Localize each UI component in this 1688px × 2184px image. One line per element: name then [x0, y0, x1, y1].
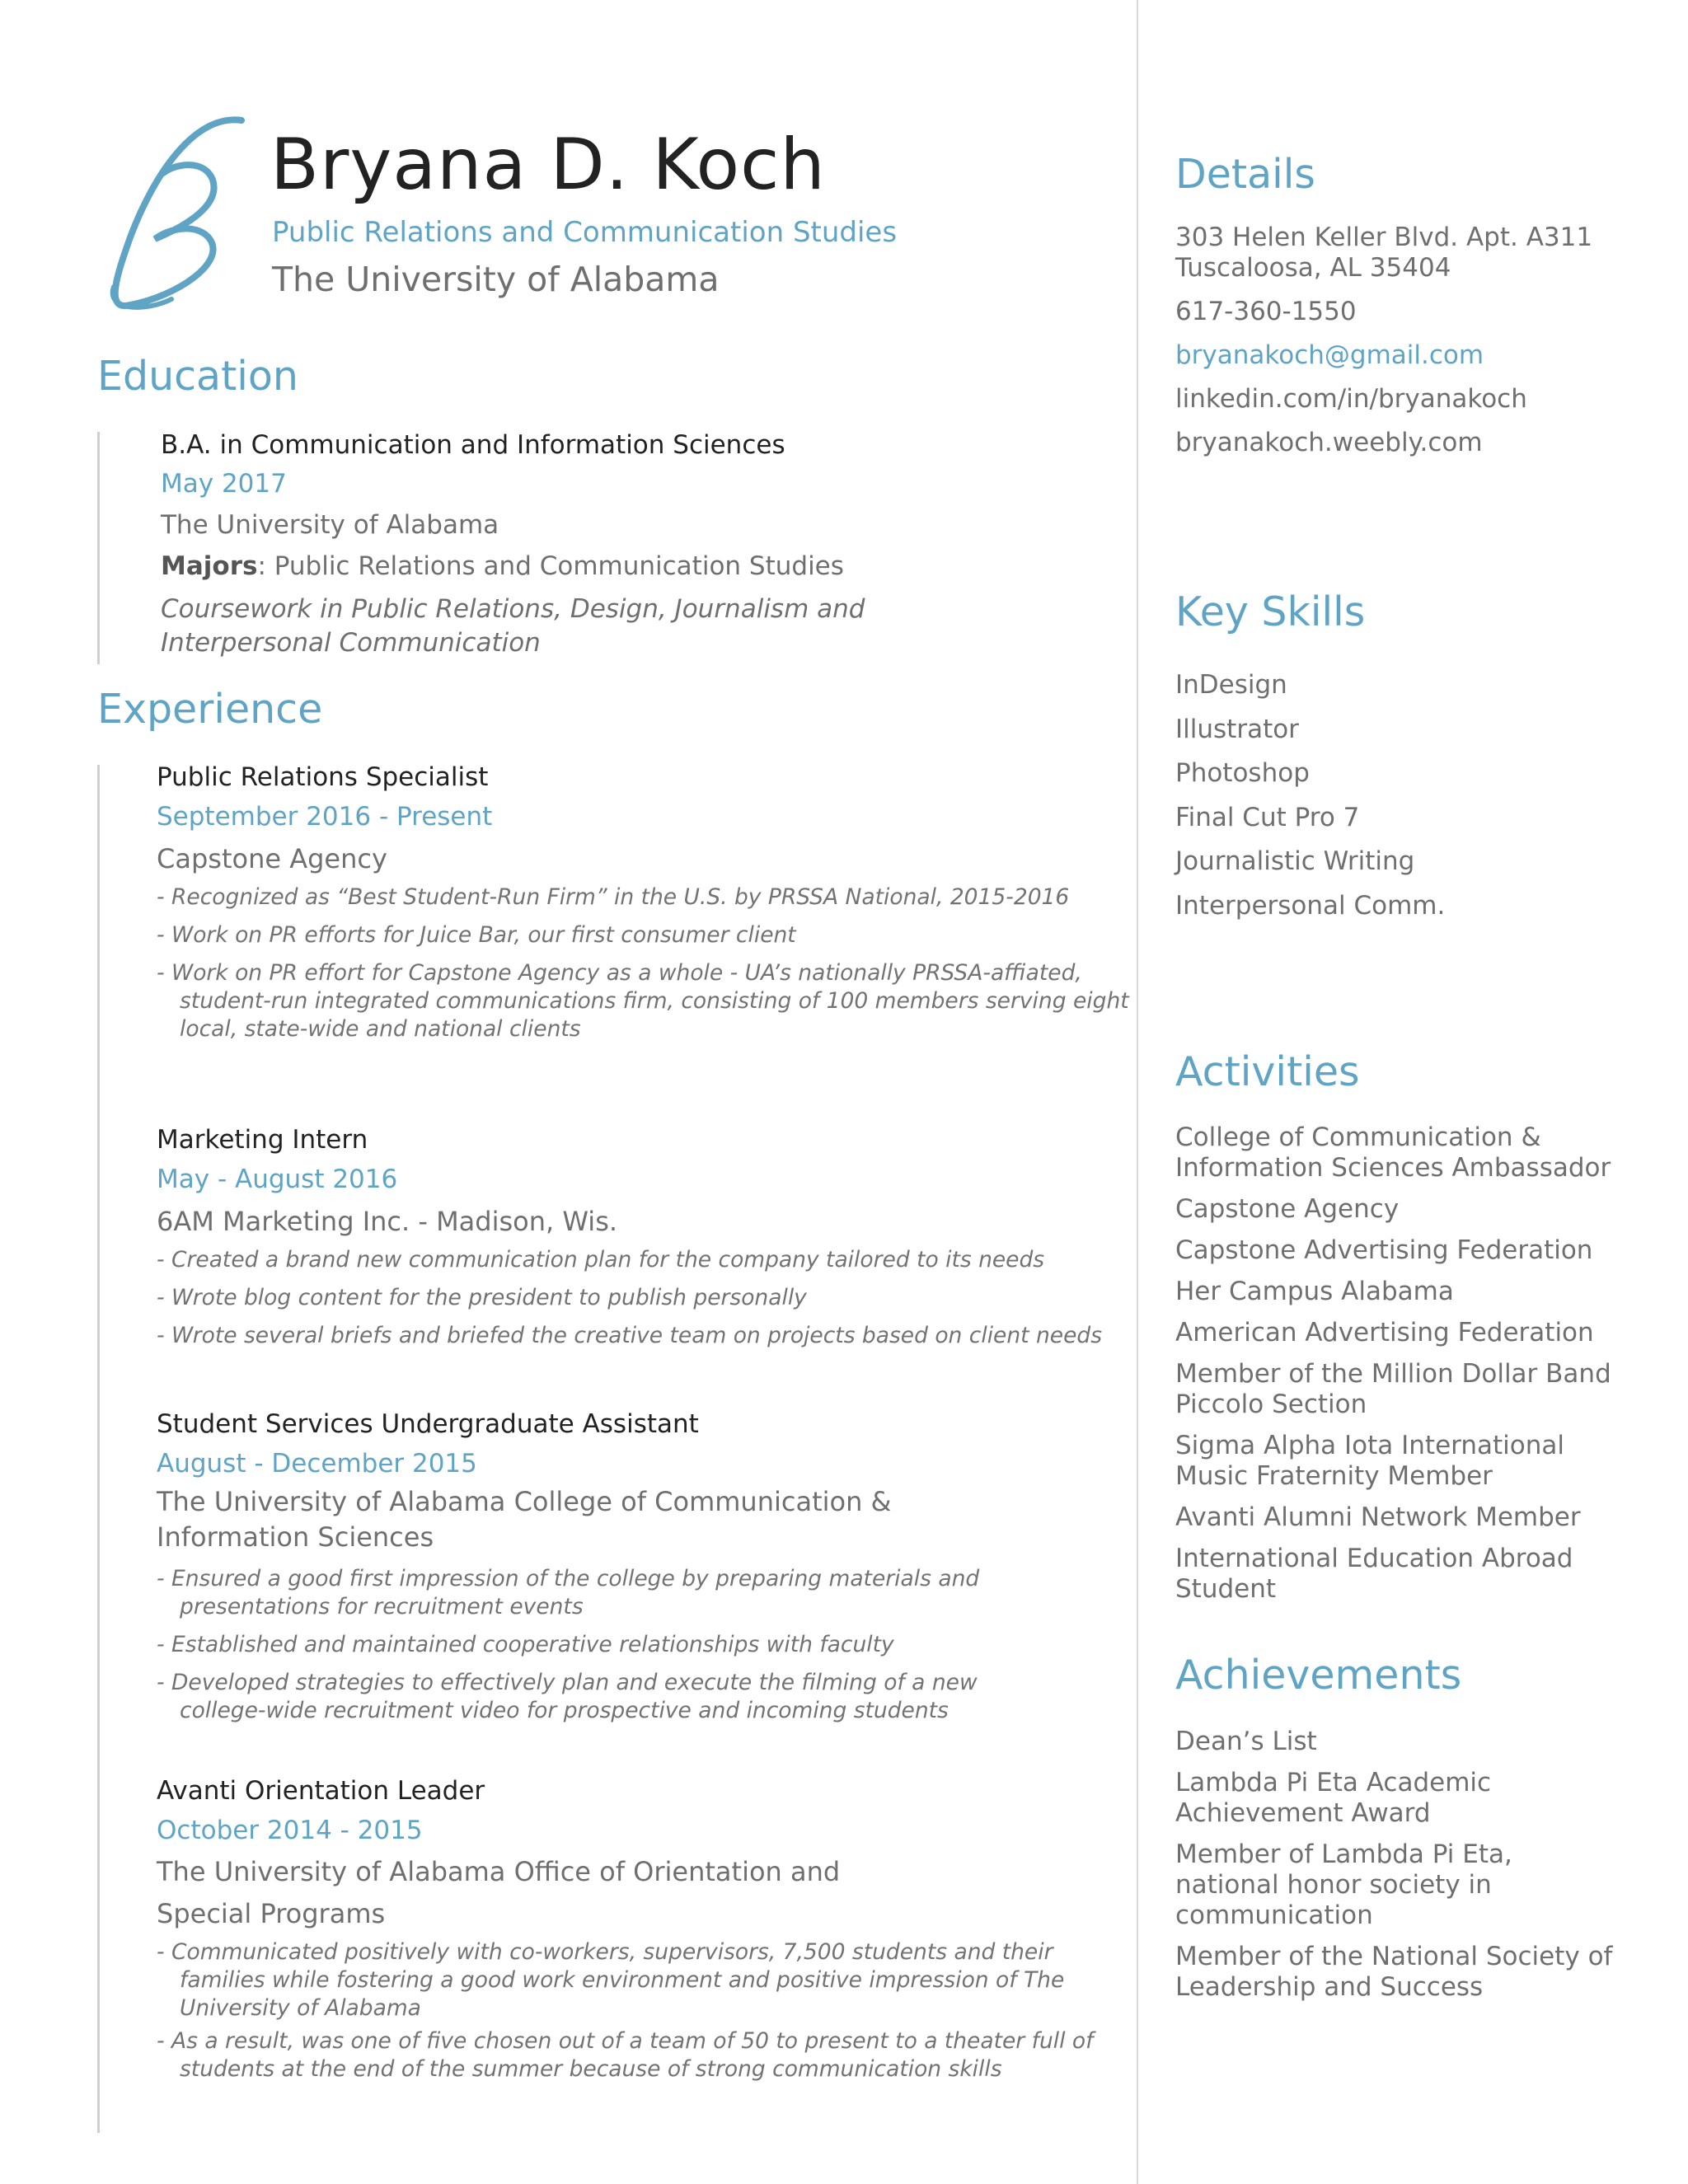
- majors-value: : Public Relations and Communication Studies: [257, 551, 844, 581]
- job-date: October 2014 - 2015: [157, 1816, 423, 1845]
- details-heading: Details: [1175, 151, 1315, 198]
- job-role: Avanti Orientation Leader: [157, 1776, 485, 1806]
- job-bullet: - Work on PR efforts for Juice Bar, our first consumer client: [157, 922, 796, 948]
- job-entry: [157, 758, 1154, 1043]
- skills-list: [1175, 663, 1637, 928]
- list-item: Photoshop: [1175, 758, 1310, 788]
- list-item: Avanti Alumni Network Member: [1175, 1502, 1581, 1532]
- job-bullet: - Established and maintained cooperative relationships with faculty: [157, 1632, 894, 1657]
- job-org: The University of Alabama College of Communication &: [157, 1486, 892, 1517]
- job-org: Special Programs: [157, 1898, 386, 1929]
- education-school: The University of Alabama: [161, 510, 499, 540]
- list-item: Lambda Pi Eta Academic Achievement Award: [1175, 1768, 1492, 1828]
- degree: B.A. in Communication and Information Sciences: [161, 430, 785, 460]
- education-heading: Education: [97, 353, 298, 400]
- list-item: Final Cut Pro 7: [1175, 802, 1360, 832]
- candidate-school: The University of Alabama: [272, 260, 720, 299]
- job-entry: [157, 1772, 1104, 2083]
- majors-line: [161, 546, 1158, 587]
- job-date: September 2016 - Present: [157, 802, 493, 832]
- linkedin-link[interactable]: linkedin.com/in/bryanakoch: [1175, 384, 1527, 414]
- job-org: The University of Alabama Office of Orientation and: [157, 1856, 841, 1887]
- job-org: 6AM Marketing Inc. - Madison, Wis.: [157, 1206, 618, 1237]
- monogram-logo: [97, 114, 258, 316]
- job-date: August - December 2015: [157, 1449, 477, 1479]
- list-item: Member of the Million Dollar Band Piccolo Section: [1175, 1359, 1611, 1419]
- job-bullet: - Created a brand new communication plan for the company tailored to its needs: [157, 1247, 1045, 1272]
- candidate-name: Bryana D. Koch: [270, 124, 826, 206]
- list-item: American Advertising Federation: [1175, 1318, 1594, 1347]
- skills-heading: Key Skills: [1175, 588, 1366, 635]
- list-item: Capstone Agency: [1175, 1194, 1400, 1224]
- activities-heading: Activities: [1175, 1048, 1360, 1095]
- list-item: Her Campus Alabama: [1175, 1277, 1454, 1306]
- activities-list: [1175, 1122, 1637, 1605]
- job-entry: [157, 1121, 1154, 1350]
- details-list: [1175, 223, 1637, 458]
- education-entry: [161, 427, 1158, 659]
- achievements-list: [1175, 1727, 1620, 2003]
- job-entry: [157, 1405, 1104, 1725]
- job-bullet: - As a result, was one of five chosen out of a team of 50 to present to a theater full of students at the end of the summer because of strong communication skills: [157, 2028, 1094, 2082]
- job-org: Information Sciences: [157, 1521, 434, 1553]
- education-rule: [97, 432, 100, 664]
- column-divider: [1137, 0, 1138, 2184]
- job-bullet: - Ensured a good first impression of the college by preparing materials and presentations for recruitment events: [157, 1566, 980, 1619]
- list-item: Dean’s List: [1175, 1727, 1317, 1756]
- experience-heading: Experience: [97, 686, 323, 733]
- job-role: Student Services Undergraduate Assistant: [157, 1409, 699, 1439]
- job-org: Capstone Agency: [157, 843, 387, 874]
- website-link[interactable]: bryanakoch.weebly.com: [1175, 428, 1483, 457]
- coursework-line-1: Coursework in Public Relations, Design, Journalism and: [161, 594, 865, 624]
- address-line-1: 303 Helen Keller Blvd. Apt. A311: [1175, 223, 1593, 252]
- list-item: Member of the National Society of Leadership and Success: [1175, 1942, 1613, 2002]
- achievements-heading: Achievements: [1175, 1652, 1462, 1699]
- list-item: Member of Lambda Pi Eta, national honor society in communication: [1175, 1840, 1512, 1930]
- job-bullet: - Wrote blog content for the president to publish personally: [157, 1285, 807, 1310]
- list-item: International Education Abroad Student: [1175, 1544, 1573, 1604]
- education-date: May 2017: [161, 469, 287, 499]
- list-item: College of Communication & Information Sciences Ambassador: [1175, 1122, 1611, 1183]
- phone: 617-360-1550: [1175, 297, 1357, 326]
- list-item: Capstone Advertising Federation: [1175, 1235, 1593, 1265]
- email-link[interactable]: bryanakoch@gmail.com: [1175, 340, 1484, 370]
- list-item: InDesign: [1175, 670, 1287, 700]
- job-role: Public Relations Specialist: [157, 762, 489, 792]
- list-item: Sigma Alpha Iota International Music Fraternity Member: [1175, 1431, 1564, 1491]
- candidate-subtitle: Public Relations and Communication Studies: [272, 216, 898, 249]
- job-bullet: - Recognized as “Best Student-Run Firm” in the U.S. by PRSSA National, 2015-2016: [157, 884, 1070, 910]
- job-bullet: - Work on PR effort for Capstone Agency as a whole - UA’s nationally PRSSA-affiated, student-run integrated communications firm, consisting of 100 members serving eight local, state-wide and national clients: [157, 960, 1129, 1042]
- list-item: Journalistic Writing: [1175, 846, 1415, 876]
- job-bullet: - Communicated positively with co-workers, supervisors, 7,500 students and their families while fostering a good work environment and positive impression of The University of Alabama: [157, 1939, 1065, 2021]
- address-line-2: Tuscaloosa, AL 35404: [1175, 253, 1451, 283]
- list-item: Illustrator: [1175, 714, 1299, 744]
- experience-rule: [97, 765, 100, 2133]
- coursework-line-2: Interpersonal Communication: [161, 628, 541, 658]
- list-item: Interpersonal Comm.: [1175, 890, 1446, 921]
- majors-label: Majors: [161, 551, 258, 581]
- job-date: May - August 2016: [157, 1165, 398, 1194]
- job-bullet: - Wrote several briefs and briefed the creative team on projects based on client needs: [157, 1323, 1103, 1348]
- job-bullet: - Developed strategies to effectively plan and execute the filming of a new college-wide recruitment video for prospective and incoming students: [157, 1670, 978, 1723]
- job-role: Marketing Intern: [157, 1125, 368, 1155]
